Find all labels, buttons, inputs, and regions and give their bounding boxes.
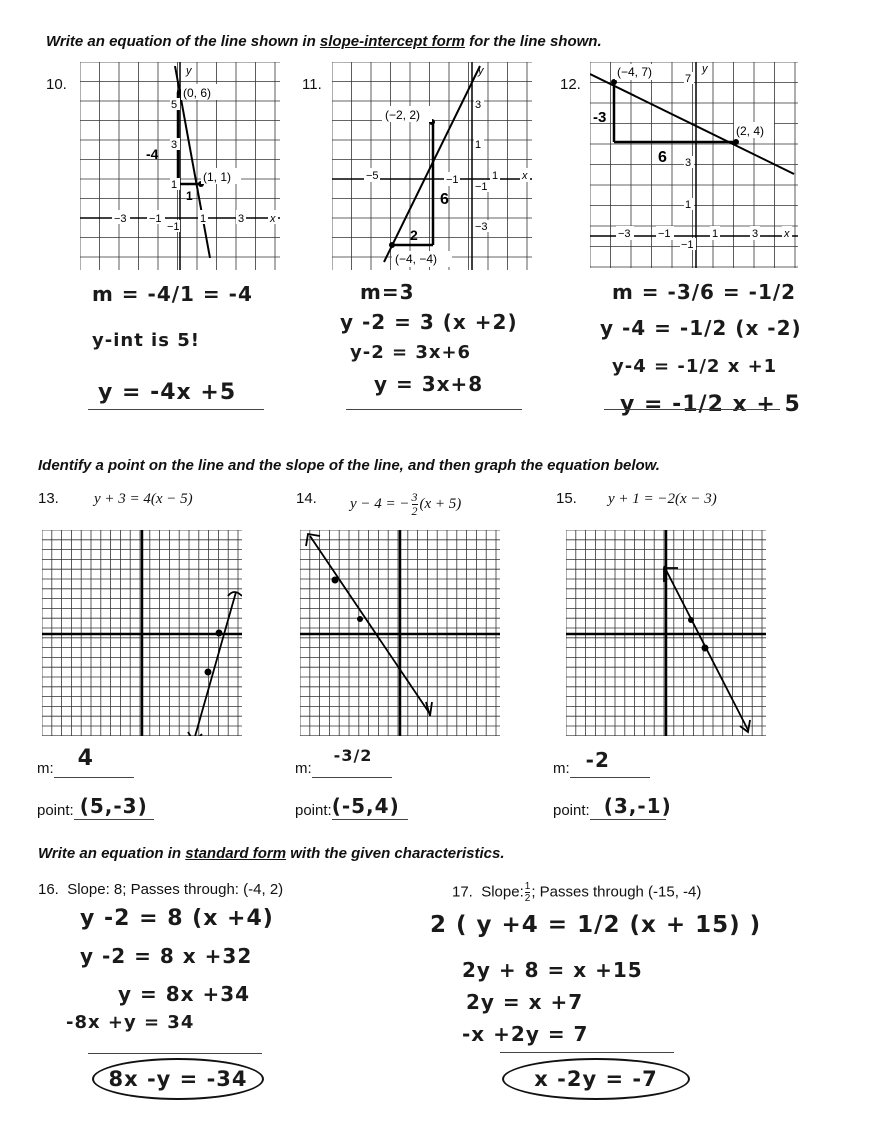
work-12-line-1: m = -3/6 = -1/2 — [612, 280, 797, 304]
point-13: point: (5,-3) — [37, 802, 154, 820]
graph-12 — [590, 62, 798, 268]
problem-17-prompt: 17. Slope: $\frac{1}{2}$ ; Passes through (-15, -4) — [452, 881, 702, 904]
graph-13 — [42, 530, 242, 736]
svg-text:y: y — [478, 65, 484, 77]
work-16-line-4: -8x +y = 34 — [66, 1012, 195, 1033]
answer-line-12 — [604, 409, 780, 410]
answer-11: y = 3x+8 — [374, 372, 484, 396]
svg-text:3: 3 — [238, 213, 245, 225]
svg-text:x: x — [784, 228, 790, 240]
svg-text:y: y — [702, 63, 708, 75]
work-17-line-1: 2 ( y +4 = 1/2 (x + 15) ) — [430, 912, 762, 938]
svg-text:1: 1 — [171, 179, 178, 191]
problem-13-number: 13. — [38, 490, 59, 507]
run-label: 1 — [186, 189, 193, 203]
problem-12-number: 12. — [560, 76, 581, 93]
svg-text:−1: −1 — [446, 174, 459, 186]
svg-text:5: 5 — [171, 99, 178, 111]
work-17-line-3: 2y = x +7 — [466, 990, 584, 1014]
point-a-label: (−4, 7) — [617, 65, 653, 79]
rise-label: -4 — [146, 146, 159, 162]
graph-10 — [80, 62, 280, 270]
svg-text:−5: −5 — [366, 170, 379, 182]
svg-text:1: 1 — [475, 139, 482, 151]
svg-text:−1: −1 — [681, 239, 694, 251]
work-12-line-3: y-4 = -1/2 x +1 — [612, 356, 778, 377]
rise-label: -3 — [593, 109, 607, 126]
svg-text:3: 3 — [171, 139, 178, 151]
work-11-line-1: m=3 — [360, 280, 415, 304]
work-16-line-2: y -2 = 8 x +32 — [80, 944, 253, 968]
work-16-line-3: y = 8x +34 — [118, 982, 251, 1006]
answer-line-17 — [500, 1052, 674, 1053]
svg-text:y: y — [186, 65, 192, 77]
plotted-point — [216, 630, 223, 637]
point-a-label: (0, 6) — [183, 86, 212, 100]
section1-title: Write an equation of the line shown in slope-intercept form for the line shown. — [46, 33, 602, 50]
graph-11 — [332, 62, 532, 270]
svg-text:3: 3 — [752, 228, 759, 240]
graph-14 — [300, 530, 500, 736]
line-14 — [310, 536, 430, 714]
problem-10-number: 10. — [46, 76, 67, 93]
svg-text:x: x — [270, 213, 276, 225]
svg-text:−1: −1 — [149, 213, 162, 225]
plotted-point — [688, 617, 694, 623]
run-label: 2 — [410, 227, 418, 243]
run-label: 6 — [658, 149, 667, 166]
answer-line-16 — [88, 1053, 262, 1054]
graph-15 — [566, 530, 766, 736]
problem-16-prompt: 16. Slope: 8; Passes through: (-4, 2) — [38, 881, 284, 898]
problem-14-number: 14. — [296, 490, 317, 507]
work-12-line-2: y -4 = -1/2 (x -2) — [600, 316, 802, 340]
svg-text:7: 7 — [685, 73, 692, 85]
work-17-line-2: 2y + 8 = x +15 — [462, 958, 643, 982]
line-13 — [194, 592, 236, 736]
equation-13: y + 3 = 4(x − 5) — [94, 491, 193, 507]
answer-line-11 — [346, 409, 522, 410]
answer-line-10 — [88, 409, 264, 410]
answer-16: 8x -y = -34 — [92, 1058, 264, 1100]
answer-12: y = -1/2 x + 5 — [620, 392, 801, 417]
answer-17: x -2y = -7 — [502, 1058, 690, 1100]
svg-text:−1: −1 — [475, 181, 488, 193]
svg-text:−3: −3 — [618, 228, 631, 240]
svg-text:1: 1 — [200, 213, 207, 225]
point-b-label: (1, 1) — [203, 170, 232, 184]
work-11-line-3: y-2 = 3x+6 — [350, 342, 472, 363]
rise-label: 6 — [440, 191, 449, 208]
svg-text:3: 3 — [475, 99, 482, 111]
plotted-point — [357, 616, 363, 622]
svg-text:3: 3 — [685, 157, 692, 169]
work-16-line-1: y -2 = 8 (x +4) — [80, 906, 274, 931]
m-13: m: 4 — [37, 760, 134, 778]
svg-text:1: 1 — [685, 199, 692, 211]
plotted-point — [332, 577, 339, 584]
svg-text:−1: −1 — [658, 228, 671, 240]
svg-text:−1: −1 — [167, 221, 180, 233]
work-10-line-1: m = -4/1 = -4 — [92, 282, 253, 306]
equation-14: y − 4 = − $\frac{3}{2}$ (x + 5) — [350, 490, 462, 518]
point-15: point: (3,-1) — [553, 794, 672, 819]
svg-text:1: 1 — [712, 228, 719, 240]
answer-10: y = -4x +5 — [98, 380, 237, 405]
point-a-label: (−2, 2) — [385, 108, 421, 122]
section2-title: Identify a point on the line and the slope of the line, and then graph the equation below. — [38, 457, 660, 474]
svg-text:−3: −3 — [475, 221, 488, 233]
section3-title: Write an equation in standard form with the given characteristics. — [38, 845, 505, 862]
work-11-line-2: y -2 = 3 (x +2) — [340, 310, 518, 334]
plotted-point — [702, 645, 709, 652]
svg-text:−3: −3 — [114, 213, 127, 225]
point-b-label: (−4, −4) — [395, 252, 438, 266]
work-17-line-4: -x +2y = 7 — [462, 1022, 589, 1046]
point-14: point: (-5,4) — [295, 802, 408, 820]
m-15: m: -2 — [553, 760, 650, 778]
problem-15-number: 15. — [556, 490, 577, 507]
svg-text:x: x — [522, 170, 528, 182]
plotted-point — [205, 669, 212, 676]
problem-11-number: 11. — [302, 76, 322, 93]
work-10-line-2: y-int is 5! — [92, 330, 200, 351]
svg-text:1: 1 — [492, 170, 499, 182]
point-b-label: (2, 4) — [736, 124, 765, 138]
equation-15: y + 1 = −2(x − 3) — [608, 491, 717, 507]
m-14: m: -3/2 — [295, 760, 392, 778]
